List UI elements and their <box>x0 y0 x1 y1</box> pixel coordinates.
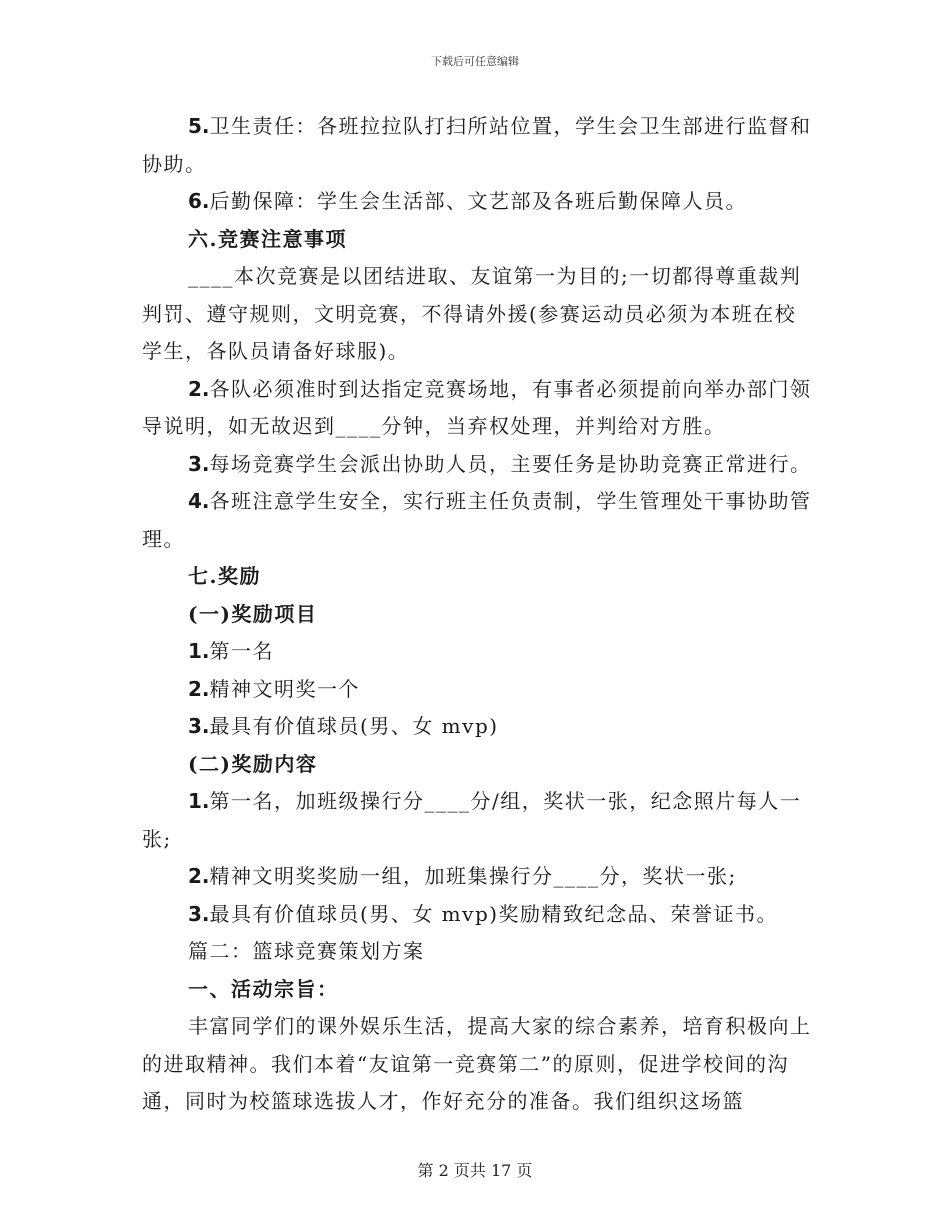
item-number: 1. <box>188 789 210 813</box>
paragraph-text: 每场竞赛学生会派出协助人员，主要任务是协助竞赛正常进行。 <box>209 451 812 476</box>
paragraph-text: 第一名，加班级操行分____分/组，奖状一张，纪念照片每人一张; <box>142 789 802 851</box>
paragraph-text: 最具有价值球员(男、女 mvp)奖励精致纪念品、荣誉证书。 <box>209 901 779 926</box>
paragraph-notes-3 <box>142 446 812 484</box>
paragraph-hygiene <box>142 108 812 183</box>
section-heading-notes: 六.竞赛注意事项 <box>188 226 347 251</box>
paragraph-text: 各班注意学生安全，实行班主任负责制，学生管理处干事协助管理。 <box>142 489 812 551</box>
paragraph-text: 最具有价值球员(男、女 mvp) <box>209 714 499 738</box>
item-number: 1. <box>188 639 210 663</box>
document-body <box>142 108 812 1121</box>
paragraph-purpose: 丰富同学们的课外娱乐生活，提高大家的综合素养，培育积极向上的进取精神。我们本着“友谊第一竞赛第二”的原则，促进学校间的沟通，同时为校篮球选拔人才，作好充分的准备。我们组织这场篮 <box>142 1014 812 1113</box>
subheading-reward-items: (一)奖励项目 <box>188 601 318 626</box>
page-header: 下载后可任意编辑 <box>431 55 519 68</box>
paragraph-notes-2 <box>142 371 812 446</box>
section-heading-rewards: 七.奖励 <box>188 564 261 588</box>
chapter-title: 篇二：篮球竞赛策划方案 <box>188 939 425 963</box>
paragraph-text: 精神文明奖一个 <box>209 676 361 701</box>
item-number: 6. <box>188 189 210 213</box>
item-number: 2. <box>188 376 210 401</box>
list-item <box>142 858 812 896</box>
item-number: 4. <box>188 489 210 513</box>
paragraph-text: 第一名 <box>209 639 275 663</box>
paragraph-notes-1: ____本次竞赛是以团结进取、友谊第一为目的;一切都得尊重裁判判罚、遵守规则，文明竞赛，不得请外援(参赛运动员必须为本班在校学生，各队员请备好球服)。 <box>142 264 802 363</box>
item-number: 3. <box>188 901 210 926</box>
list-item <box>142 708 812 746</box>
list-item <box>142 633 812 671</box>
page-footer: 第 2 页共 17 页 <box>417 1161 533 1180</box>
paragraph-text: 卫生责任：各班拉拉队打扫所站位置，学生会卫生部进行监督和协助。 <box>142 114 812 176</box>
list-item <box>142 896 812 934</box>
paragraph-notes-4 <box>142 483 812 558</box>
paragraph-text: 各队必须准时到达指定竞赛场地，有事者必须提前向举办部门领导说明，如无故迟到____分钟，当弃权处理，并判给对方胜。 <box>142 376 812 438</box>
paragraph-text: 精神文明奖奖励一组，加班集操行分____分，奖状一张; <box>209 864 737 888</box>
item-number: 5. <box>188 114 210 138</box>
list-item <box>142 783 812 858</box>
subheading-reward-content: (二)奖励内容 <box>188 751 318 776</box>
section-heading-purpose: 一、活动宗旨： <box>188 976 339 1001</box>
item-number: 3. <box>188 451 210 476</box>
item-number: 2. <box>188 864 210 888</box>
paragraph-text: 后勤保障：学生会生活部、文艺部及各班后勤保障人员。 <box>209 189 748 213</box>
list-item <box>142 671 812 709</box>
paragraph-logistics <box>142 183 812 221</box>
item-number: 3. <box>188 714 210 738</box>
item-number: 2. <box>188 676 210 701</box>
